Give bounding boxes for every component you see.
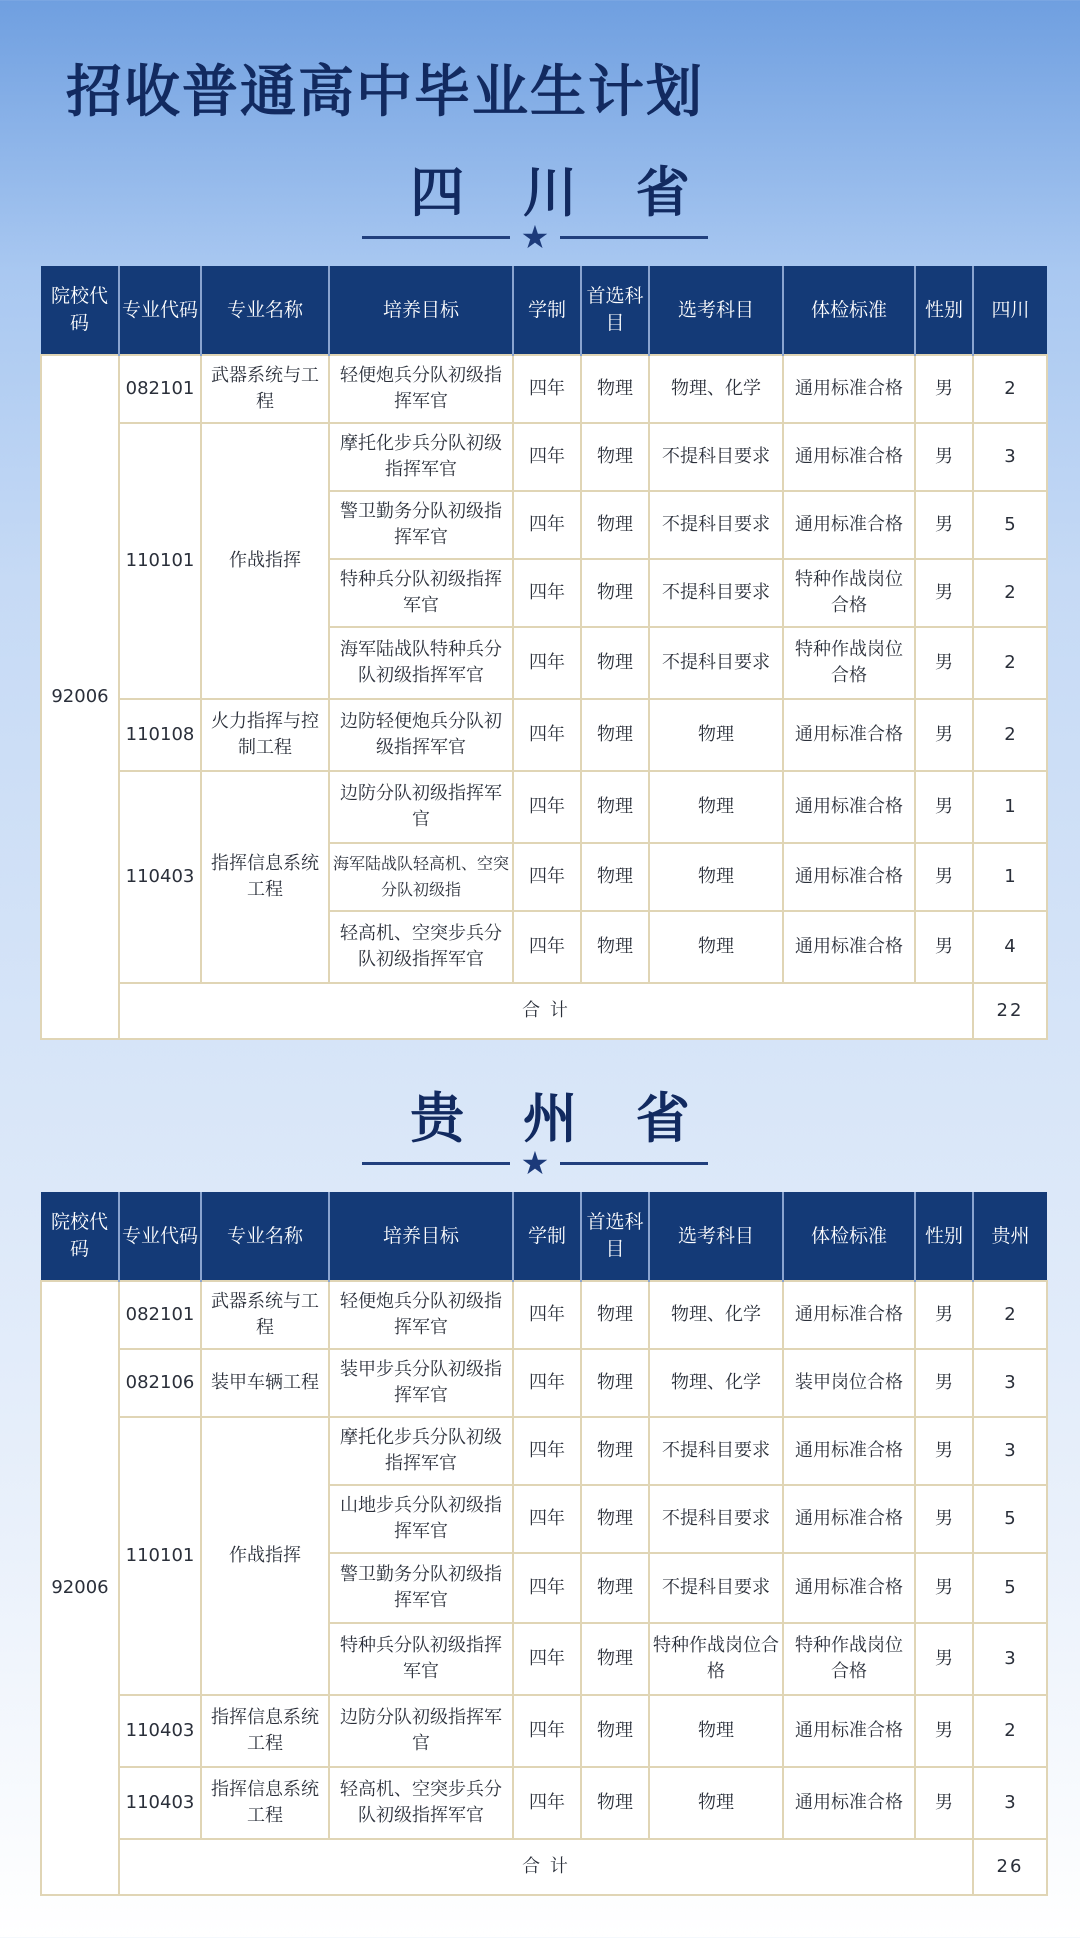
duration-cell: 四年	[513, 1695, 581, 1767]
goal-cell: 海军陆战队轻高机、空突分队初级指	[329, 843, 513, 911]
quota-cell: 2	[973, 355, 1047, 423]
goal-cell: 边防轻便炮兵分队初级指挥军官	[329, 699, 513, 771]
goal-cell: 摩托化步兵分队初级指挥军官	[329, 423, 513, 491]
gender-cell: 男	[915, 1623, 973, 1695]
col-header-major-name: 专业名称	[201, 1192, 329, 1281]
duration-cell: 四年	[513, 1485, 581, 1553]
goal-cell: 轻便炮兵分队初级指挥军官	[329, 355, 513, 423]
elective-cell: 物理、化学	[649, 355, 783, 423]
first-subject-cell: 物理	[581, 1767, 649, 1839]
goal-cell: 警卫勤务分队初级指挥军官	[329, 491, 513, 559]
first-subject-cell: 物理	[581, 843, 649, 911]
table-row	[41, 1767, 1047, 1839]
gender-cell: 男	[915, 1553, 973, 1623]
table-row	[41, 1417, 1047, 1485]
elective-cell: 不提科目要求	[649, 627, 783, 699]
gender-cell: 男	[915, 423, 973, 491]
col-header-elective: 选考科目	[649, 266, 783, 355]
gender-cell: 男	[915, 1695, 973, 1767]
goal-cell: 轻高机、空突步兵分队初级指挥军官	[329, 1767, 513, 1839]
elective-cell: 不提科目要求	[649, 1553, 783, 1623]
physical-cell: 通用标准合格	[783, 1485, 915, 1553]
col-header-gender: 性别	[915, 1192, 973, 1281]
duration-cell: 四年	[513, 355, 581, 423]
col-header-first-subject: 首选科目	[581, 266, 649, 355]
quota-cell: 3	[973, 1623, 1047, 1695]
physical-cell: 通用标准合格	[783, 771, 915, 843]
table-row	[41, 423, 1047, 491]
title-ornament	[362, 1146, 708, 1180]
major-code-cell: 110403	[119, 771, 201, 983]
total-label: 合 计	[119, 983, 973, 1039]
physical-cell: 通用标准合格	[783, 1767, 915, 1839]
goal-cell: 装甲步兵分队初级指挥军官	[329, 1349, 513, 1417]
table-header-row	[41, 1192, 1047, 1281]
gender-cell: 男	[915, 1417, 973, 1485]
major-code-cell: 082106	[119, 1349, 201, 1417]
gender-cell: 男	[915, 1349, 973, 1417]
quota-cell: 2	[973, 627, 1047, 699]
physical-cell: 通用标准合格	[783, 423, 915, 491]
total-label: 合 计	[119, 1839, 973, 1895]
major-code-cell: 110101	[119, 423, 201, 699]
major-code-cell: 082101	[119, 355, 201, 423]
quota-cell: 4	[973, 911, 1047, 983]
quota-cell: 1	[973, 843, 1047, 911]
table-header-row	[41, 266, 1047, 355]
duration-cell: 四年	[513, 1553, 581, 1623]
quota-cell: 3	[973, 1417, 1047, 1485]
elective-cell: 不提科目要求	[649, 559, 783, 627]
physical-cell: 通用标准合格	[783, 1281, 915, 1349]
star-icon: ★	[520, 218, 550, 256]
goal-cell: 海军陆战队特种兵分队初级指挥军官	[329, 627, 513, 699]
elective-cell: 特种作战岗位合格	[649, 1623, 783, 1695]
quota-cell: 3	[973, 1349, 1047, 1417]
quota-cell: 2	[973, 559, 1047, 627]
goal-cell: 特种兵分队初级指挥军官	[329, 559, 513, 627]
elective-cell: 物理、化学	[649, 1281, 783, 1349]
quota-cell: 5	[973, 1485, 1047, 1553]
province-title-guizhou: 贵 州 省	[410, 1086, 710, 1150]
physical-cell: 通用标准合格	[783, 1417, 915, 1485]
first-subject-cell: 物理	[581, 355, 649, 423]
physical-cell: 通用标准合格	[783, 911, 915, 983]
col-header-school-code: 院校代码	[41, 1192, 119, 1281]
physical-cell: 通用标准合格	[783, 843, 915, 911]
major-name-cell: 装甲车辆工程	[201, 1349, 329, 1417]
first-subject-cell: 物理	[581, 1623, 649, 1695]
major-name-cell: 指挥信息系统工程	[201, 1695, 329, 1767]
col-header-physical: 体检标准	[783, 1192, 915, 1281]
elective-cell: 不提科目要求	[649, 1417, 783, 1485]
page-title: 招收普通高中毕业生计划	[66, 59, 704, 125]
plan-table-sichuan	[40, 266, 1048, 1040]
total-value: 22	[973, 983, 1047, 1039]
col-header-school-code: 院校代码	[41, 266, 119, 355]
quota-cell: 2	[973, 1281, 1047, 1349]
duration-cell: 四年	[513, 1417, 581, 1485]
gender-cell: 男	[915, 355, 973, 423]
quota-cell: 2	[973, 1695, 1047, 1767]
quota-cell: 3	[973, 1767, 1047, 1839]
major-code-cell: 110403	[119, 1695, 201, 1767]
major-name-cell: 作战指挥	[201, 1417, 329, 1695]
first-subject-cell: 物理	[581, 559, 649, 627]
quota-cell: 5	[973, 1553, 1047, 1623]
goal-cell: 警卫勤务分队初级指挥军官	[329, 1553, 513, 1623]
first-subject-cell: 物理	[581, 627, 649, 699]
table-row	[41, 355, 1047, 423]
goal-cell: 特种兵分队初级指挥军官	[329, 1623, 513, 1695]
physical-cell: 通用标准合格	[783, 1553, 915, 1623]
physical-cell: 通用标准合格	[783, 1695, 915, 1767]
col-header-quota: 四川	[973, 266, 1047, 355]
major-code-cell: 110108	[119, 699, 201, 771]
first-subject-cell: 物理	[581, 1349, 649, 1417]
physical-cell: 特种作战岗位合格	[783, 627, 915, 699]
elective-cell: 物理	[649, 843, 783, 911]
physical-cell: 通用标准合格	[783, 355, 915, 423]
duration-cell: 四年	[513, 491, 581, 559]
col-header-duration: 学制	[513, 1192, 581, 1281]
duration-cell: 四年	[513, 1623, 581, 1695]
plan-table-guizhou	[40, 1192, 1048, 1896]
province-title-sichuan: 四 川 省	[410, 160, 710, 224]
goal-cell: 山地步兵分队初级指挥军官	[329, 1485, 513, 1553]
goal-cell: 边防分队初级指挥军官	[329, 771, 513, 843]
first-subject-cell: 物理	[581, 491, 649, 559]
table-row	[41, 1349, 1047, 1417]
duration-cell: 四年	[513, 423, 581, 491]
col-header-duration: 学制	[513, 266, 581, 355]
table-row	[41, 1281, 1047, 1349]
major-name-cell: 火力指挥与控制工程	[201, 699, 329, 771]
gender-cell: 男	[915, 771, 973, 843]
col-header-elective: 选考科目	[649, 1192, 783, 1281]
school-code-cell: 92006	[41, 1281, 119, 1895]
table-row	[41, 699, 1047, 771]
col-header-major-code: 专业代码	[119, 1192, 201, 1281]
gender-cell: 男	[915, 699, 973, 771]
elective-cell: 不提科目要求	[649, 1485, 783, 1553]
duration-cell: 四年	[513, 627, 581, 699]
duration-cell: 四年	[513, 911, 581, 983]
table-row	[41, 771, 1047, 843]
col-header-major-code: 专业代码	[119, 266, 201, 355]
col-header-goal: 培养目标	[329, 266, 513, 355]
gender-cell: 男	[915, 491, 973, 559]
major-name-cell: 指挥信息系统工程	[201, 771, 329, 983]
gender-cell: 男	[915, 1767, 973, 1839]
goal-cell: 轻高机、空突步兵分队初级指挥军官	[329, 911, 513, 983]
elective-cell: 不提科目要求	[649, 423, 783, 491]
gender-cell: 男	[915, 1281, 973, 1349]
major-name-cell: 武器系统与工程	[201, 355, 329, 423]
gender-cell: 男	[915, 843, 973, 911]
duration-cell: 四年	[513, 559, 581, 627]
title-ornament	[362, 220, 708, 254]
major-name-cell: 武器系统与工程	[201, 1281, 329, 1349]
elective-cell: 不提科目要求	[649, 491, 783, 559]
goal-cell: 摩托化步兵分队初级指挥军官	[329, 1417, 513, 1485]
physical-cell: 通用标准合格	[783, 491, 915, 559]
quota-cell: 5	[973, 491, 1047, 559]
first-subject-cell: 物理	[581, 1485, 649, 1553]
quota-cell: 1	[973, 771, 1047, 843]
total-value: 26	[973, 1839, 1047, 1895]
goal-cell: 轻便炮兵分队初级指挥军官	[329, 1281, 513, 1349]
col-header-quota: 贵州	[973, 1192, 1047, 1281]
gender-cell: 男	[915, 911, 973, 983]
elective-cell: 物理	[649, 911, 783, 983]
major-code-cell: 082101	[119, 1281, 201, 1349]
major-code-cell: 110101	[119, 1417, 201, 1695]
first-subject-cell: 物理	[581, 911, 649, 983]
elective-cell: 物理	[649, 771, 783, 843]
first-subject-cell: 物理	[581, 1553, 649, 1623]
gender-cell: 男	[915, 1485, 973, 1553]
major-code-cell: 110403	[119, 1767, 201, 1839]
elective-cell: 物理	[649, 1767, 783, 1839]
first-subject-cell: 物理	[581, 1695, 649, 1767]
gender-cell: 男	[915, 559, 973, 627]
quota-cell: 2	[973, 699, 1047, 771]
first-subject-cell: 物理	[581, 699, 649, 771]
duration-cell: 四年	[513, 1281, 581, 1349]
first-subject-cell: 物理	[581, 771, 649, 843]
duration-cell: 四年	[513, 1767, 581, 1839]
first-subject-cell: 物理	[581, 1281, 649, 1349]
duration-cell: 四年	[513, 771, 581, 843]
major-name-cell: 作战指挥	[201, 423, 329, 699]
goal-cell: 边防分队初级指挥军官	[329, 1695, 513, 1767]
table-row	[41, 1695, 1047, 1767]
physical-cell: 装甲岗位合格	[783, 1349, 915, 1417]
school-code-cell: 92006	[41, 355, 119, 1039]
major-name-cell: 指挥信息系统工程	[201, 1767, 329, 1839]
col-header-major-name: 专业名称	[201, 266, 329, 355]
gender-cell: 男	[915, 627, 973, 699]
physical-cell: 通用标准合格	[783, 699, 915, 771]
duration-cell: 四年	[513, 1349, 581, 1417]
col-header-gender: 性别	[915, 266, 973, 355]
total-row	[41, 1839, 1047, 1895]
duration-cell: 四年	[513, 843, 581, 911]
total-row	[41, 983, 1047, 1039]
col-header-first-subject: 首选科目	[581, 1192, 649, 1281]
elective-cell: 物理	[649, 1695, 783, 1767]
first-subject-cell: 物理	[581, 1417, 649, 1485]
duration-cell: 四年	[513, 699, 581, 771]
physical-cell: 特种作战岗位合格	[783, 559, 915, 627]
elective-cell: 物理	[649, 699, 783, 771]
first-subject-cell: 物理	[581, 423, 649, 491]
quota-cell: 3	[973, 423, 1047, 491]
col-header-goal: 培养目标	[329, 1192, 513, 1281]
physical-cell: 特种作战岗位合格	[783, 1623, 915, 1695]
elective-cell: 物理、化学	[649, 1349, 783, 1417]
col-header-physical: 体检标准	[783, 266, 915, 355]
star-icon: ★	[520, 1144, 550, 1182]
